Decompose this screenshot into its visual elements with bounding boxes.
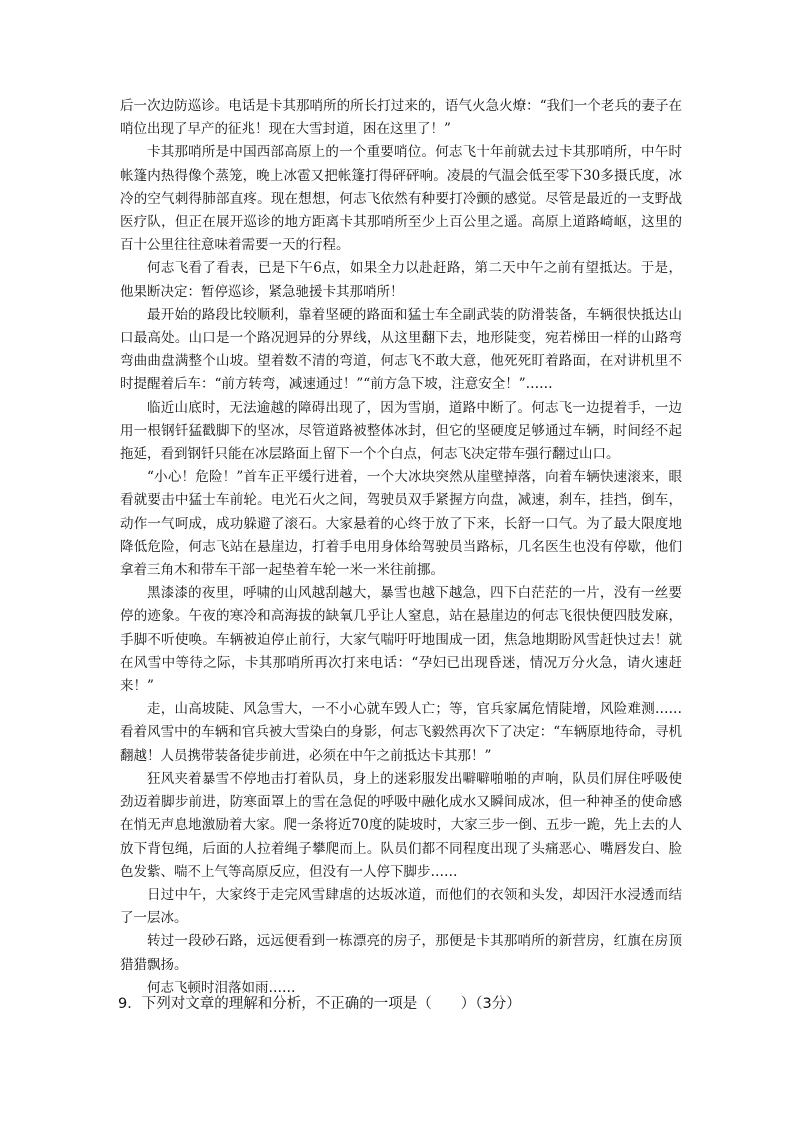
paragraph: 日过中午，大家终于走完风雪肆虐的达坂冰道，而他们的衣领和头发，却因汗水浸透而结了一层冰。: [120, 886, 682, 927]
paragraph: 转过一段砂石路，远远便看到一栋漂亮的房子，那便是卡其那哨所的新营房，红旗在房顶猎猎飘扬。: [120, 933, 682, 973]
paragraph: 卡其那哨所是中国西部高原上的一个重要哨位。何志飞十年前就去过卡其那哨所，中午时帐篷内热得像个蒸笼，晚上冰雹又把帐篷打得砰砰响。凌晨的气温会低至零下30多摄氏度，冰冷的空气刺得肺部直疼。现在想想，何志飞依然有种要打冷颤的感觉。尽管是最近的一支野战医疗队，但正在展开巡诊的地方距离卡其那哨所至少上百公里之遥。高原上道路崎岖，这里的百十公里往往意味着需要一天的行程。: [120, 144, 682, 254]
paragraph: 临近山底时，无法逾越的障碍出现了，因为雪崩，道路中断了。何志飞一边提着手，一边用一根钢钎猛戳脚下的坚冰，尽管道路被整体冰封，但它的坚硬度足够通过车辆，时间经不起拖延，看到钢钎只能在冰层路面上留下一个个白点，何志飞决定带车强行翻过山口。: [120, 399, 682, 463]
paragraph: 最开始的路段比较顺利，靠着坚硬的路面和猛士车全副武装的防滑装备，车辆很快抵达山口最高处。山口是一个路况迥异的分界线，从这里翻下去，地形陡变，宛若梯田一样的山路弯弯曲曲盘满整个山坡。望着数不清的弯道，何志飞不敢大意，他死死盯着路面，在对讲机里不时提醒着后车：“前方转弯，减速通过！”“前方急下坡，注意安全！”……: [120, 306, 682, 393]
paragraph: 何志飞看了看表，已是下午6点，如果全力以赴赶路，第二天中午之前有望抵达。于是，他果断决定：暂停巡诊，紧急驰援卡其那哨所！: [120, 260, 682, 300]
paragraph: 何志飞顿时泪落如雨……: [147, 979, 296, 996]
article-body: [120, 95, 682, 1000]
paragraph: 狂风夹着暴雪不停地击打着队员，身上的迷彩服发出噼噼啪啪的声响，队员们屏住呼吸使劲迈着脚步前进，防寒面罩上的雪在急促的呼吸中融化成水又瞬间成冰，但一种神圣的使命感在悄无声息地激励着大家。爬一条将近70度的陡坡时，大家三步一倒、五步一跪，先上去的人放下背包绳，后面的人拉着绳子攀爬而上。队员们都不同程度出现了头痛恶心、嘴唇发白、脸色发紫、喘不上气等高原反应，但没有一人停下脚步……: [120, 770, 682, 880]
paragraph: “小心！危险！”首车正平缓行进着，一个大冰块突然从崖壁掉落，向着车辆快速滚来，眼看就要击中猛士车前轮。电光石火之间，驾驶员双手紧握方向盘，减速，刹车，挂挡，倒车，动作一气呵成，成功躲避了滚石。大家悬着的心终于放了下来，长舒一口气。为了最大限度地降低危险，何志飞站在悬崖边，打着手电用身体给驾驶员当路标，几名医生也没有停歇，他们拿着三角木和带车干部一起垫着车轮一米一米往前挪。: [120, 469, 682, 579]
paragraph: 后一次边防巡诊。电话是卡其那哨所的所长打过来的，语气火急火燎：“我们一个老兵的妻子在哨位出现了早产的征兆！现在大雪封道，困在这里了！”: [120, 98, 682, 138]
question-9: 9．下列对文章的理解和分析，不正确的一项是（ ）（3分）: [118, 996, 521, 1012]
paragraph: 走，山高坡陡、风急雪大，一不小心就车毁人亡；等，官兵家属危情陡增，风险难测……看着风雪中的车辆和官兵被大雪染白的身影，何志飞毅然再次下了决定：“车辆原地待命，寻机翻越！人员携带装备徒步前进，必须在中午之前抵达卡其那！”: [120, 701, 682, 764]
paragraph: 黑漆漆的夜里，呼啸的山风越刮越大，暴雪也越下越急，四下白茫茫的一片，没有一丝要停的迹象。午夜的寒冷和高海拔的缺氧几乎让人窒息，站在悬崖边的何志飞很快便四肢发麻，手脚不听使唤。车辆被迫停止前行，大家气喘吁吁地围成一团，焦急地期盼风雪赶快过去！就在风雪中等待之际，卡其那哨所再次打来电话：“孕妇已出现昏迷，情况万分火急，请火速赶来！”: [120, 585, 682, 695]
